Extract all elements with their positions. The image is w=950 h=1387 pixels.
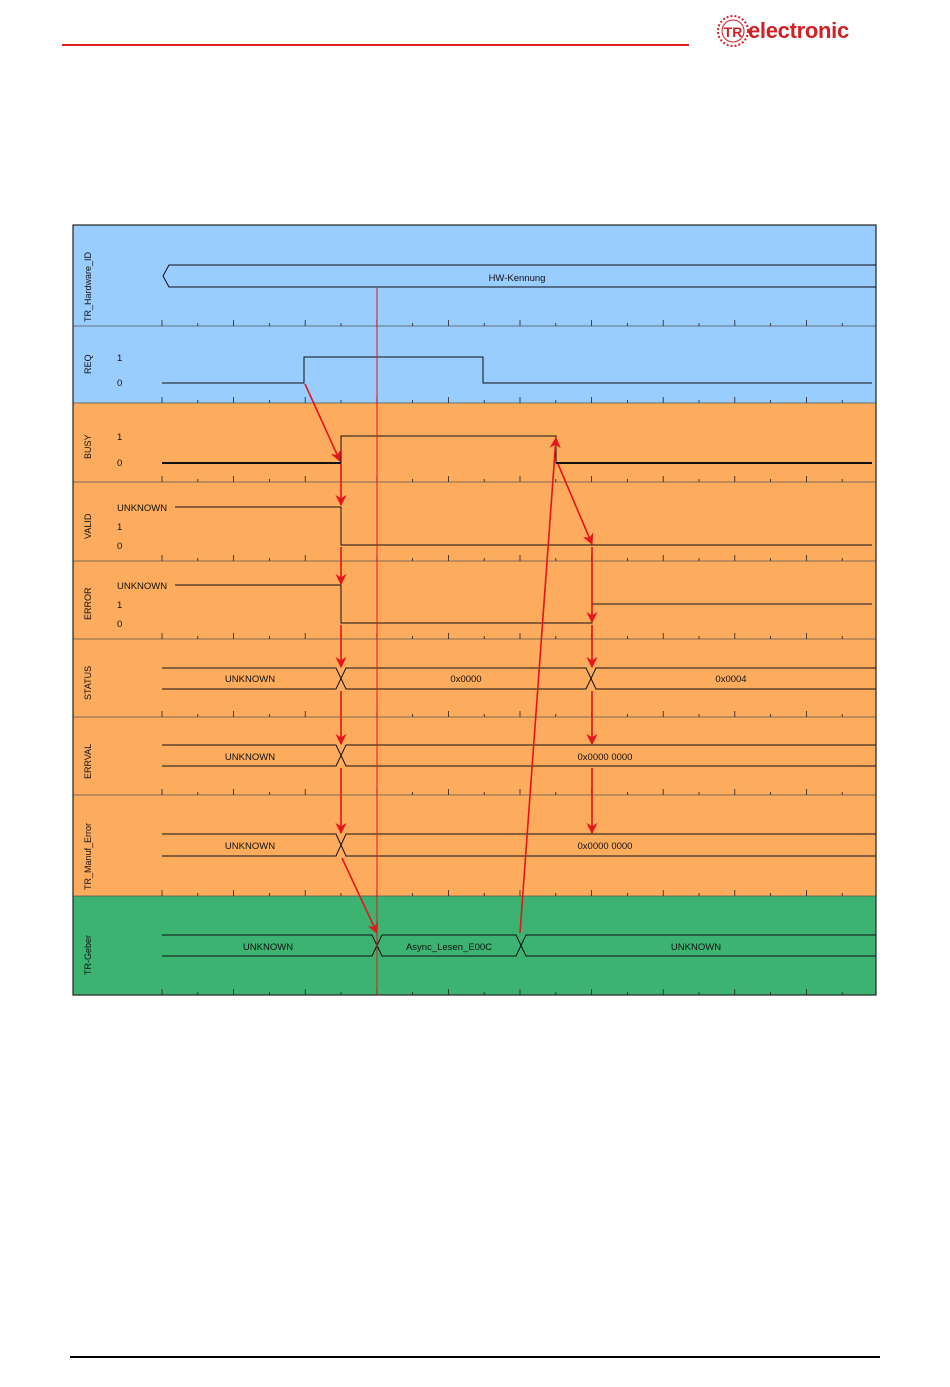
- errval-value-zero: 0x0000 0000: [577, 752, 633, 763]
- error-level-0: 0: [117, 619, 123, 630]
- error-level-unknown: UNKNOWN: [117, 581, 168, 592]
- signal-label-valid: VALID: [83, 513, 93, 539]
- band-error: [73, 561, 876, 639]
- valid-level-0: 0: [117, 541, 123, 552]
- signal-label-tr-hardware-id: TR_Hardware_ID: [83, 251, 93, 322]
- band-req: [73, 326, 876, 403]
- errval-value-unknown: UNKNOWN: [224, 752, 276, 763]
- logo-letters: TR: [723, 24, 743, 40]
- busy-level-1: 1: [117, 432, 123, 443]
- status-value-unknown: UNKNOWN: [224, 674, 276, 685]
- signal-label-status: STATUS: [83, 665, 93, 700]
- band-errval: [73, 717, 876, 795]
- hw-id-value: HW-Kennung: [488, 273, 546, 284]
- signal-label-busy: BUSY: [83, 434, 93, 459]
- geber-value-unknown-1: UNKNOWN: [242, 942, 294, 953]
- valid-level-unknown: UNKNOWN: [117, 503, 168, 514]
- signal-label-tr-geber: TR-Geber: [83, 934, 93, 975]
- band-valid: [73, 482, 876, 561]
- signal-label-error: ERROR: [83, 587, 93, 620]
- band-tr-manuf-error: [73, 795, 876, 896]
- signal-label-req: REQ: [83, 354, 93, 374]
- status-value-0x0000: 0x0000: [450, 674, 482, 685]
- error-level-1: 1: [117, 600, 123, 611]
- status-value-0x0004: 0x0004: [715, 674, 747, 685]
- manuf-error-value-zero: 0x0000 0000: [577, 841, 633, 852]
- req-level-1: 1: [117, 353, 123, 364]
- req-level-0: 0: [117, 378, 123, 389]
- geber-value-async-lesen: Async_Lesen_E00C: [405, 942, 493, 953]
- band-tr-hardware-id: [73, 225, 876, 326]
- logo-wordmark-text: electronic: [748, 18, 849, 43]
- footer-rule: [70, 1356, 880, 1358]
- busy-level-0: 0: [117, 458, 123, 469]
- geber-value-unknown-2: UNKNOWN: [670, 942, 722, 953]
- valid-level-1: 1: [117, 522, 123, 533]
- signal-label-errval: ERRVAL: [83, 743, 93, 779]
- manuf-error-value-unknown: UNKNOWN: [224, 841, 276, 852]
- band-busy: [73, 403, 876, 482]
- signal-label-tr-manuf-error: TR_Manuf_Error: [83, 822, 93, 890]
